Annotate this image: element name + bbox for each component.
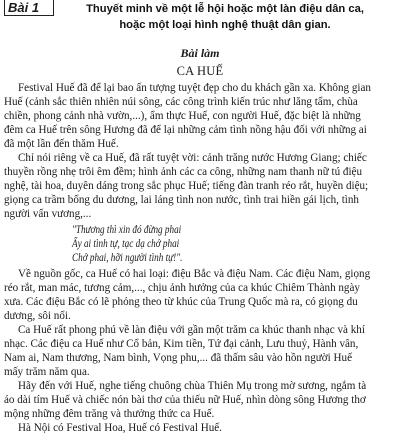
body-line: mấy trăm năm qua. xyxy=(4,366,90,378)
body-line: Festival Huế đã để lại bao ấn tượng tuyệt đẹp cho du khách gần xa. Không gian xyxy=(18,82,371,94)
body-line: réo rắt, man mác, tương cảm,..., chịu ảnh hưởng của ca khúc Chiêm Thành ngày xyxy=(4,282,360,294)
body-line: Nam ai, Nam thương, Nam bình, Vọng phu,... đã thấm sâu vào hồn người Huế xyxy=(4,352,352,364)
body-line: mộng những đêm trăng và thưởng thức ca Huế. xyxy=(4,408,215,420)
section-label: Bài làm xyxy=(180,46,220,60)
poem-line: Ấy ai tình tự, tạc dạ chớ phai xyxy=(72,238,180,250)
body-line: Ca Huế rất phong phú về làn điệu với gần một trăm ca khúc thanh nhạc và khí xyxy=(18,324,365,336)
poem-line: "Thương thì xin đó đừng phai xyxy=(72,224,182,236)
body-line: chiền, phong cảnh nhà vườn,...), ẩm thực Huế, con người Huế, đặc biệt là những xyxy=(4,110,361,122)
body-line: Huế (cảnh sắc thiên nhiên núi sông, các công trình kiến trúc như lăng tẩm, chùa xyxy=(4,96,358,108)
poem-line: Chớ phai, hỡi người tình tự!". xyxy=(72,252,183,264)
body-line: đêm ca Huế trên sông Hương đã để lại những cảm tình nồng hậu đối với những ai xyxy=(4,124,367,136)
exercise-header xyxy=(0,0,400,44)
essay-title: CA HUẾ xyxy=(176,64,224,78)
body-line: người vấn vương,... xyxy=(4,208,92,220)
exercise-prompt-line-1: Thuyết minh về một lễ hội hoặc một làn điệu dân ca, xyxy=(86,3,364,15)
body-line: đã một lần đến thăm Huế. xyxy=(4,138,119,150)
body-line: Hà Nội có Festival Hoa, Huế có Festival Huế. xyxy=(18,422,222,434)
body-line: áo dài tím Huế và chiếc nón bài thơ của thiếu nữ Huế, nhìn dòng sông Hương thơ xyxy=(4,394,366,406)
body-line: dương, sôi nổi. xyxy=(4,310,71,322)
exercise-label: Bài 1 xyxy=(4,0,54,16)
body-line: giọng ca trầm bổng du dương, lai láng tình non nước, tình trai hiền gái lịch, tình xyxy=(4,194,359,206)
body-line: xưa. Các điệu Bắc có lẽ phỏng theo từ khúc của Trung Quốc mà ra, có giọng du xyxy=(4,296,358,308)
body-line: Về nguồn gốc, ca Huế có hai loại: điệu Bắc và điệu Nam. Các điệu Nam, giọng xyxy=(18,268,371,280)
body-line: Hãy đến với Huế, nghe tiếng chuông chùa Thiên Mụ trong mờ sương, ngắm tà xyxy=(18,380,367,392)
body-line: nghệ, tài hoa, duyên dáng trong sắc phục Huế; tiếng đàn tranh réo rắt, huyền diệu; xyxy=(4,180,369,192)
body-line: thuyền rồng nhẹ trôi êm đềm; hình ảnh các ca công, những nam thanh nữ tú điệu xyxy=(4,166,362,178)
body-line: Chỉ nói riêng về ca Huế, đã rất tuyệt vời: cảnh trăng nước Hương Giang; chiếc xyxy=(18,152,367,164)
body-line: nhạc. Các điệu ca Huế như Cổ bản, Kim tiền, Tứ đại cảnh, Lưu thuỷ, Hành vân, xyxy=(4,338,359,350)
exercise-prompt-line-2: hoặc một loại hình nghệ thuật dân gian. xyxy=(119,19,331,31)
